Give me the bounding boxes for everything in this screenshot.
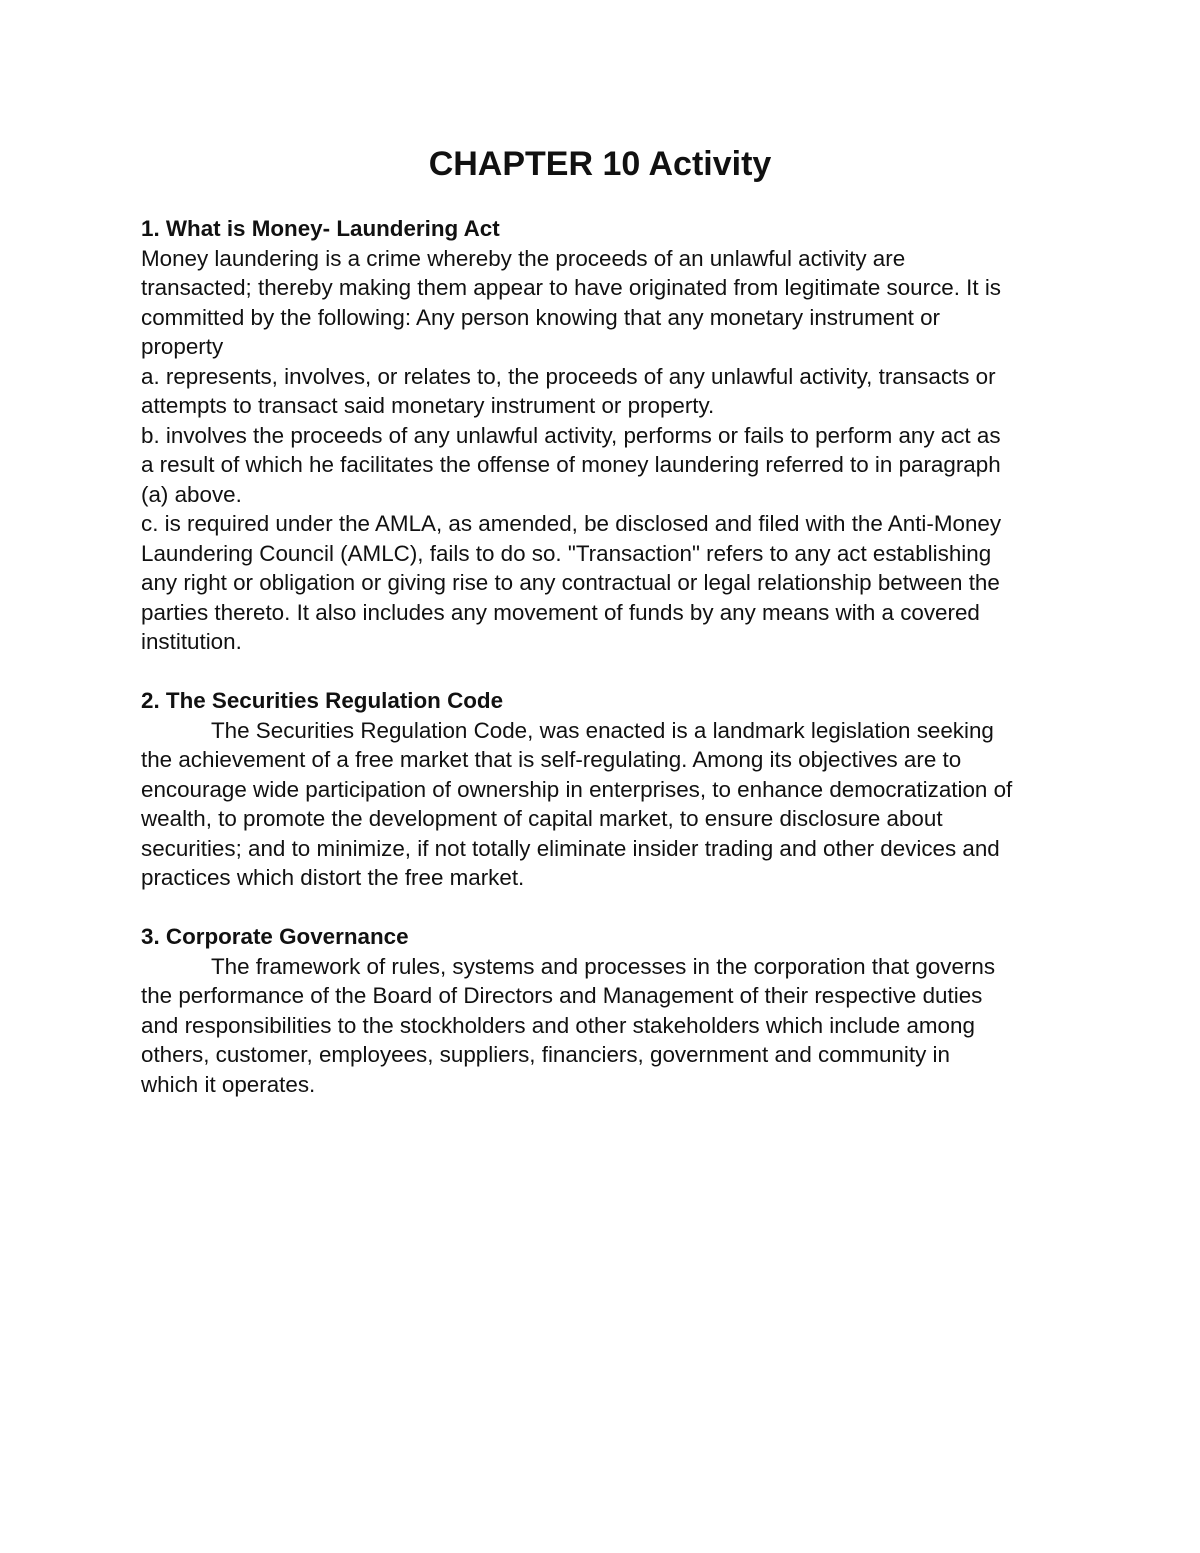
paragraph-line: The Securities Regulation Code, was enacted is a landmark legislation seeking	[211, 717, 994, 743]
paragraph-line: Money laundering is a crime whereby the proceeds of an unlawful activity are	[141, 245, 906, 271]
paragraph-line: The framework of rules, systems and processes in the corporation that governs	[211, 953, 996, 979]
section-securities-regulation	[141, 686, 1071, 893]
paragraph-line: others, customer, employees, suppliers, financiers, government and community in	[141, 1042, 950, 1067]
paragraph-line: b. involves the proceeds of any unlawful activity, performs or fails to perform any act as	[141, 422, 1001, 448]
section-spacer	[141, 657, 1071, 687]
paragraph-line: practices which distort the free market.	[141, 865, 525, 890]
paragraph-line: attempts to transact said monetary instrument or property.	[141, 393, 715, 418]
paragraph-line: Laundering Council (AMLC), fails to do so. "Transaction" refers to any act establishing	[141, 540, 992, 566]
paragraph-line: any right or obligation or giving rise to any contractual or legal relationship between the	[141, 570, 1000, 595]
page-title: CHAPTER 10 Activity	[428, 145, 772, 183]
paragraph-line: a result of which he facilitates the offense of money laundering referred to in paragraph	[141, 452, 1001, 477]
paragraph-line: (a) above.	[141, 481, 242, 507]
section-corporate-governance	[141, 922, 1071, 1099]
section-heading: 1. What is Money- Laundering Act	[141, 216, 500, 241]
section-heading: 3. Corporate Governance	[141, 924, 409, 949]
document-body	[141, 214, 1071, 1099]
paragraph-line: transacted; thereby making them appear to have originated from legitimate source. It is	[141, 275, 1001, 300]
section-heading: 2. The Securities Regulation Code	[141, 688, 504, 713]
paragraph-line: and responsibilities to the stockholders and other stakeholders which include among	[141, 1012, 975, 1038]
paragraph-line: a. represents, involves, or relates to, the proceeds of any unlawful activity, transacts or	[141, 363, 996, 389]
paragraph-line: parties thereto. It also includes any movement of funds by any means with a covered	[141, 599, 980, 625]
paragraph-line: encourage wide participation of ownership in enterprises, to enhance democratization of	[141, 776, 1013, 802]
paragraph-line: property	[141, 334, 224, 359]
paragraph-line: the achievement of a free market that is self-regulating. Among its objectives are to	[141, 747, 962, 772]
paragraph-line: securities; and to minimize, if not totally eliminate insider trading and other devices and	[141, 835, 1000, 861]
paragraph-line: the performance of the Board of Directors and Management of their respective duties	[141, 983, 983, 1008]
paragraph-line: wealth, to promote the development of capital market, to ensure disclosure about	[141, 806, 943, 831]
section-money-laundering	[141, 214, 1071, 657]
section-spacer	[141, 893, 1071, 923]
paragraph-line: c. is required under the AMLA, as amended, be disclosed and filed with the Anti-Money	[141, 511, 1002, 536]
paragraph-line: which it operates.	[141, 1071, 316, 1097]
paragraph-line: institution.	[141, 629, 242, 654]
paragraph-line: committed by the following: Any person knowing that any monetary instrument or	[141, 304, 940, 330]
